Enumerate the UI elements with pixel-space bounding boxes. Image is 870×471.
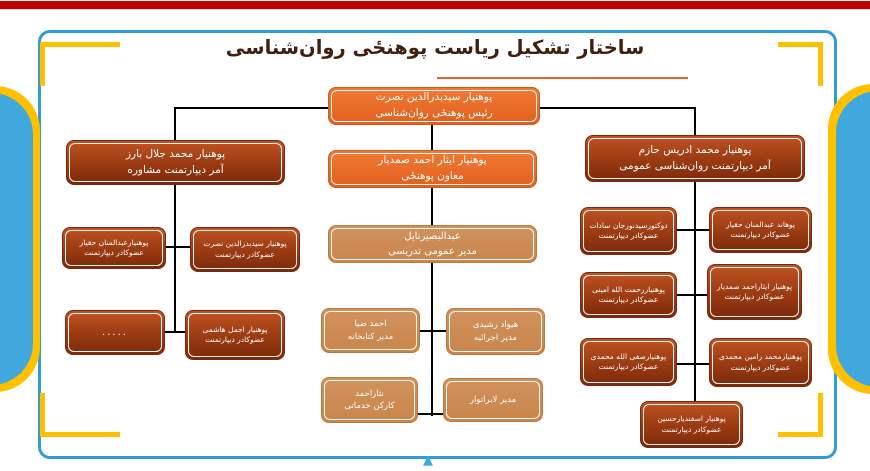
slide-title: ساختار تشکیل ریاست پوهنځی روان‌شناسی	[225, 36, 645, 59]
org-node-name: نثاراحمد	[355, 388, 384, 399]
org-node-name: هیواد رشیدی	[472, 320, 519, 331]
connector-line	[174, 107, 176, 140]
title-underline	[437, 77, 688, 79]
org-node-placeholder	[65, 310, 165, 355]
org-node-name: پوهنیار ایثاراحمد صمدیار	[716, 281, 793, 291]
org-node-name: پوهنیار اسفندیارحسین	[657, 414, 726, 423]
connector-line	[420, 330, 446, 332]
org-node-role: عضوکادر دیپارتمنت	[215, 249, 275, 259]
scroll-arrow-icon[interactable]: ▲	[423, 453, 433, 468]
corner-bracket-top-right	[818, 42, 823, 86]
org-node-general-psych-head	[585, 135, 805, 182]
org-node-name: پوهنیاررحمت الله امینی	[592, 284, 665, 294]
org-node-general-member	[709, 338, 812, 387]
org-node-role: رئیس پوهنځی روان‌شناسی	[375, 107, 493, 119]
top-accent-bar	[0, 1, 870, 9]
org-node-general-member	[709, 207, 812, 253]
org-node-admin-staff	[443, 378, 543, 422]
connector-line	[165, 331, 186, 333]
org-node-counseling-head	[66, 140, 285, 185]
org-node-counseling-member	[62, 227, 166, 269]
corner-bracket-bottom-right	[818, 393, 823, 437]
connector-line	[418, 413, 443, 415]
org-node-name: پوهنیار ایثار احمد صمدیار	[378, 154, 487, 167]
org-node-role: مدیر اجرائیه	[474, 332, 517, 343]
org-node-name: پوهنیار محمد ادریس حازم	[638, 143, 752, 156]
org-node-name: پوهنیار سیدبدرالدین نصرت	[375, 91, 493, 104]
org-node-role: عضوکادر دیپارتمنت	[730, 230, 791, 239]
org-node-admin-staff	[446, 308, 545, 355]
connector-line	[694, 182, 696, 401]
org-node-name: پوهاند عبدالمنان حقیار	[725, 219, 796, 229]
corner-bracket-bottom-left	[40, 432, 120, 437]
connector-line	[675, 363, 710, 365]
org-node-role: عضوکادر دیپارتمنت	[598, 295, 659, 304]
org-node-counseling-member	[190, 227, 300, 272]
org-node-general-member	[580, 207, 677, 255]
org-node-role: عضوکادر دیپارتمنت	[598, 231, 659, 240]
org-node-general-member	[580, 338, 677, 386]
org-node-general-member	[707, 264, 802, 320]
org-node-general-member	[640, 401, 743, 448]
org-node-name: پوهنیارصفی الله محمدی	[590, 351, 667, 361]
org-node-admin-staff	[321, 308, 420, 353]
org-node-general-member	[580, 272, 677, 318]
org-node-role: آمر دیپارتمنت مشاوره	[127, 163, 224, 176]
corner-bracket-bottom-left	[40, 393, 45, 437]
connector-line	[431, 125, 433, 150]
top-bar-divider	[0, 9, 870, 10]
org-node-role: عضوکادر دیپارتمنت	[661, 424, 722, 434]
connector-line	[694, 107, 696, 135]
org-node-name: پوهنیارعبدالمنان حقیار	[79, 237, 149, 247]
corner-bracket-top-right	[778, 42, 823, 47]
org-node-role: عضوکادر دیپارتمنت	[730, 362, 791, 372]
connector-line	[174, 185, 176, 333]
connector-line	[677, 229, 710, 231]
org-node-name: پوهنیار محمد جلال بارز	[125, 147, 226, 160]
org-node-role: عضوکادر دیپارتمنت	[84, 248, 144, 257]
org-node-deputy	[328, 150, 537, 188]
corner-bracket-bottom-right	[778, 432, 823, 437]
org-node-role: عضوکادر دیپارتمنت	[598, 362, 659, 371]
org-node-name: پوهنیار اجمل هاشمی	[202, 324, 268, 334]
org-node-role: مدیر لابراتوار	[469, 394, 517, 405]
connector-line	[175, 107, 328, 109]
connector-line	[431, 263, 433, 416]
org-node-role: مدیر کتابخانه	[347, 331, 394, 342]
org-node-name: احمد ضیا	[354, 319, 387, 330]
org-node-role: عضوکادر دیپارتمنت	[205, 335, 265, 344]
org-node-role: آمر دیپارتمنت روان‌شناسی عمومی	[619, 159, 771, 172]
side-capsule-left	[0, 93, 33, 385]
connector-line	[540, 107, 695, 109]
connector-line	[431, 188, 433, 225]
org-node-name: عبدالبصیرنایل	[404, 231, 461, 242]
org-node-name: پوهنیارمحمد رامین محمدی	[719, 352, 802, 361]
org-node-role: مدیر عمومی تدریسی	[388, 246, 477, 257]
org-node-role: معاون پوهنځی	[401, 170, 464, 182]
org-node-dean	[328, 87, 540, 125]
org-node-name: دوکتورسیدنورجان سادات	[589, 220, 668, 230]
org-node-role: عضوکادر دیپارتمنت	[724, 292, 785, 301]
org-node-admin-staff	[321, 377, 418, 423]
org-node-name: پوهنیار سیدبدرالدین نصرت	[203, 239, 287, 248]
org-node-name: .....	[102, 327, 128, 338]
org-node-counseling-member	[185, 310, 285, 360]
corner-bracket-top-left	[40, 42, 45, 86]
connector-line	[677, 294, 708, 296]
side-capsule-right	[836, 91, 870, 387]
connector-line	[165, 246, 191, 248]
org-node-teaching-director	[328, 225, 537, 263]
org-node-role: کارکن خدماتی	[344, 401, 395, 411]
corner-bracket-top-left	[40, 42, 120, 47]
